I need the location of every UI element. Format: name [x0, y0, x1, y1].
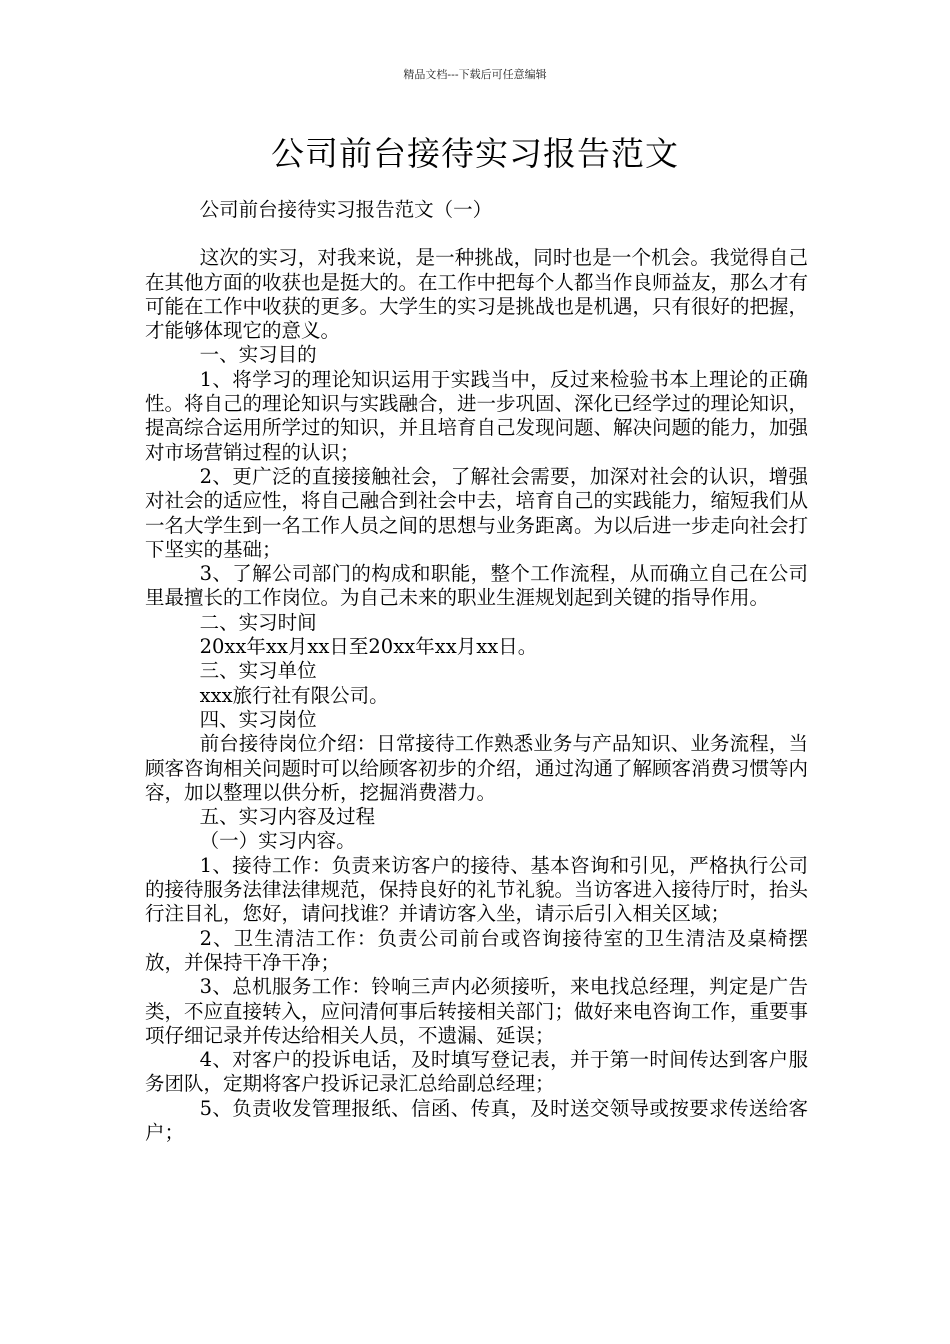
- paragraph: 4、对客户的投诉电话，及时填写登记表，并于第一时间传达到客户服务团队，定期将客户投诉记录汇总给副总经理；: [145, 1048, 808, 1096]
- section-heading: 一、实习目的: [199, 343, 317, 367]
- paragraph: xxx旅行社有限公司。: [199, 683, 389, 707]
- section-heading: 三、实习单位: [199, 659, 317, 683]
- document-subtitle: 公司前台接待实习报告范文（一）: [199, 198, 493, 221]
- intro-paragraph: 这次的实习，对我来说，是一种挑战，同时也是一个机会。我觉得自己在其他方面的收获也是挺大的。在工作中把每个人都当作良师益友，那么才有可能在工作中收获的更多。大学生的实习是挑战也是机遇，只有很好的把握，才能够体现它的意义。: [145, 246, 809, 343]
- header-note: 精品文档---下载后可任意编辑: [403, 68, 547, 81]
- paragraph: 3、了解公司部门的构成和职能，整个工作流程，从而确立自己在公司里最擅长的工作岗位。为自己未来的职业生涯规划起到关键的指导作用。: [145, 562, 808, 610]
- paragraph: 3、总机服务工作：铃响三声内必须接听，来电找总经理，判定是广告类，不应直接转入，应问清何事后转接相关部门；做好来电咨询工作，重要事项仔细记录并传达给相关人员，不遗漏、延误；: [145, 975, 809, 1047]
- paragraph: 20xx年xx月xx日至20xx年xx月xx日。: [199, 635, 538, 659]
- paragraph: 2、更广泛的直接接触社会，了解社会需要，加深对社会的认识，增强对社会的适应性，将自己融合到社会中去，培育自己的实践能力，缩短我们从一名大学生到一名工作人员之间的思想与业务距离。为以后进一步走向社会打下坚实的基础；: [145, 464, 809, 561]
- paragraph: 5、负责收发管理报纸、信函、传真，及时送交领导或按要求传送给客户；: [145, 1096, 808, 1144]
- section-heading: 五、实习内容及过程: [199, 805, 376, 829]
- document-title: 公司前台接待实习报告范文: [271, 134, 679, 173]
- document-body: [145, 198, 808, 1145]
- paragraph: 1、将学习的理论知识运用于实践当中，反过来检验书本上理论的正确性。将自己的理论知识与实践融合，进一步巩固、深化已经学过的理论知识，提高综合运用所学过的知识，并且培育自己发现问题、解决问题的能力，加强对市场营销过程的认识；: [145, 367, 809, 464]
- section-heading: 二、实习时间: [199, 610, 317, 634]
- paragraph: 2、卫生清洁工作：负责公司前台或咨询接待室的卫生清洁及桌椅摆放，并保持干净干净；: [145, 926, 808, 974]
- paragraph: 前台接待岗位介绍：日常接待工作熟悉业务与产品知识、业务流程，当顾客咨询相关问题时可以给顾客初步的介绍，通过沟通了解顾客消费习惯等内容，加以整理以供分析，挖掘消费潜力。: [145, 732, 809, 804]
- paragraph: 1、接待工作：负责来访客户的接待、基本咨询和引见，严格执行公司的接待服务法律法律规范，保持良好的礼节礼貌。当访客进入接待厅时，抬头行注目礼，您好，请问找谁？并请访客入坐，请示后引入相关区域；: [145, 853, 809, 926]
- sub-heading: （一）实习内容。: [199, 829, 356, 853]
- section-heading: 四、实习岗位: [199, 707, 317, 731]
